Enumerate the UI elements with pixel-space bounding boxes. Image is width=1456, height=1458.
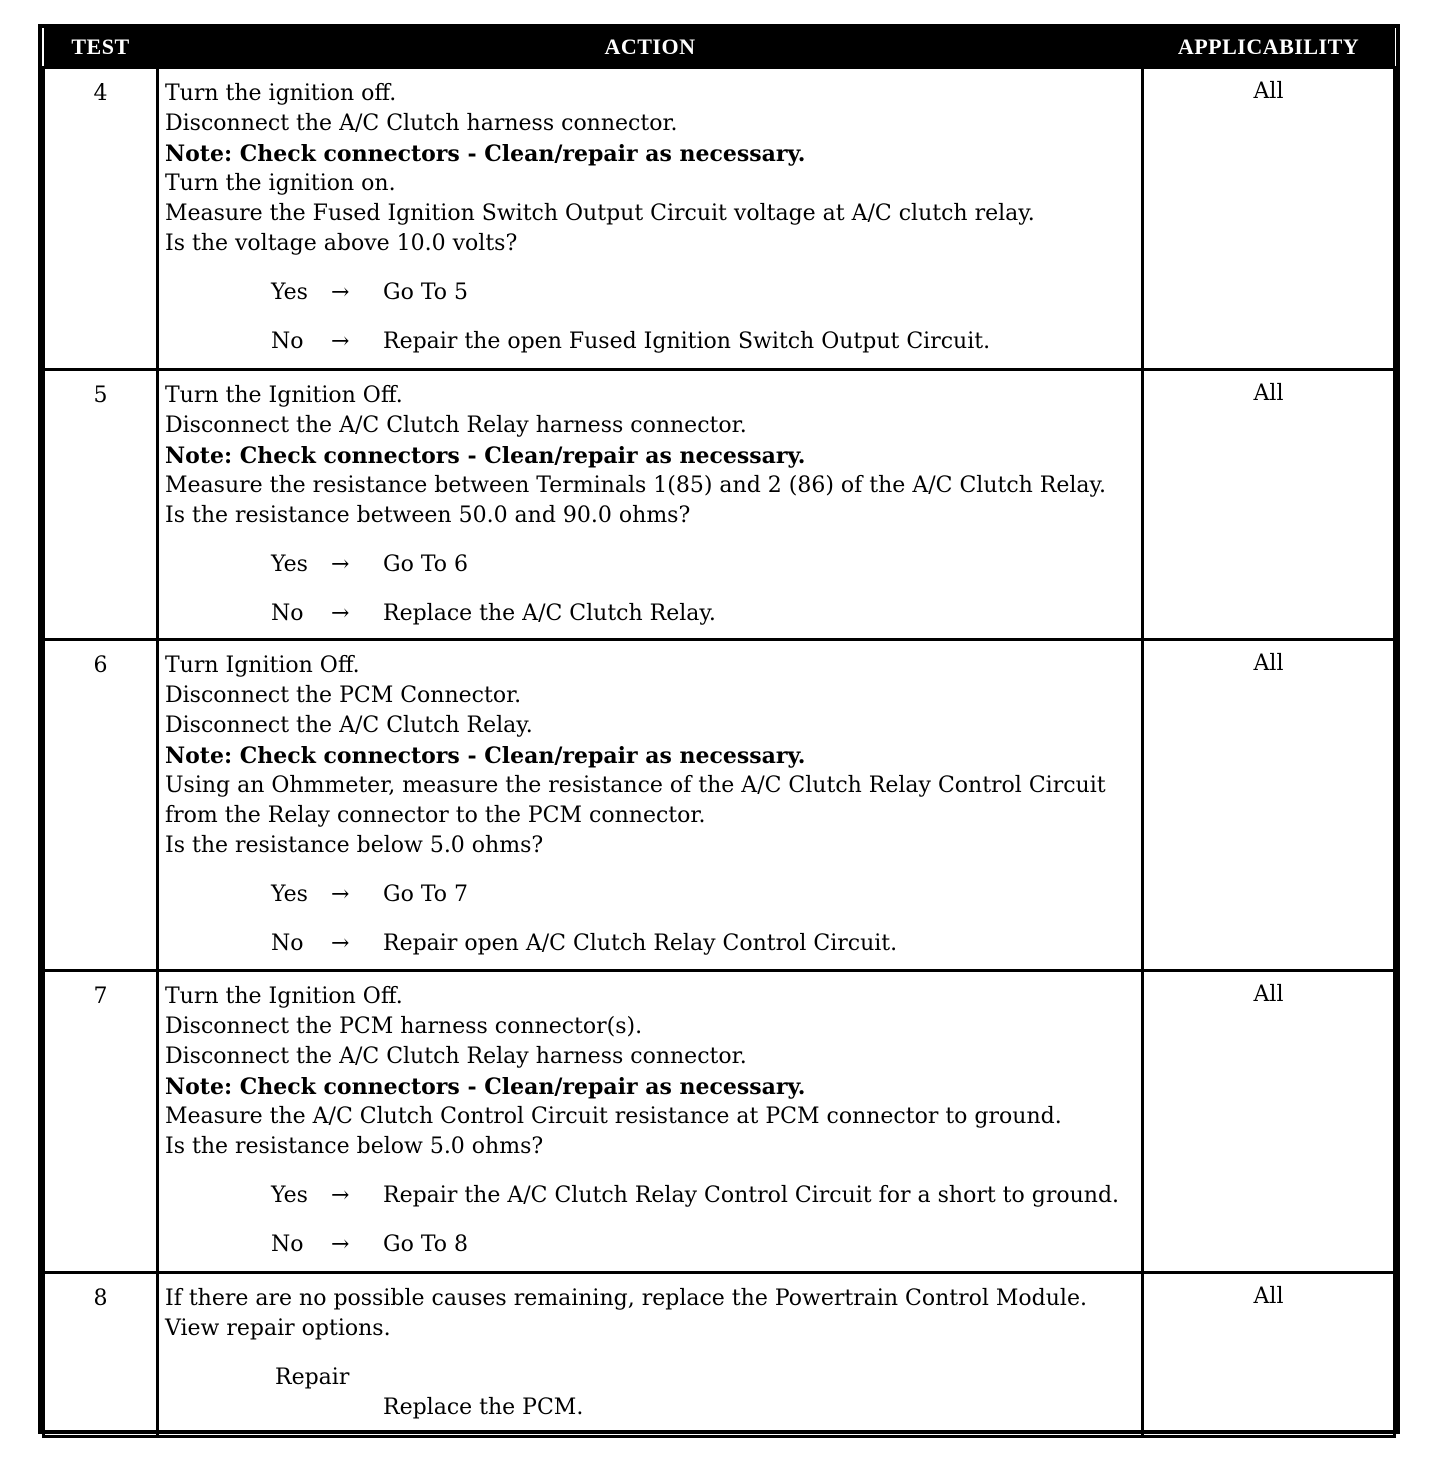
right-arrow-icon: → — [331, 329, 350, 354]
right-arrow-icon: → — [331, 1232, 350, 1257]
action-step: Disconnect the A/C Clutch harness connector. — [165, 111, 678, 136]
yes-action: Go To 6 — [383, 552, 469, 577]
action-cell — [158, 640, 1143, 971]
action-note: Note: Check connectors - Clean/repair as necessary. — [165, 141, 806, 167]
table-row — [44, 370, 1395, 640]
test-number: 7 — [44, 971, 158, 1273]
header-test: TEST — [44, 28, 158, 68]
applicability-value: All — [1143, 370, 1395, 640]
right-arrow-icon: → — [331, 601, 350, 626]
right-arrow-icon: → — [331, 882, 350, 907]
applicability-value: All — [1143, 1273, 1395, 1437]
action-question: Is the resistance below 5.0 ohms? — [165, 1134, 544, 1159]
action-step: Disconnect the A/C Clutch Relay. — [165, 713, 533, 738]
action-step: from the Relay connector to the PCM connector. — [165, 803, 706, 828]
header-applicability: APPLICABILITY — [1143, 28, 1395, 68]
table-row — [44, 68, 1395, 370]
no-label: No — [271, 1232, 304, 1257]
yes-label: Yes — [271, 1183, 308, 1208]
action-step: Measure the resistance between Terminals 1(85) and 2 (86) of the A/C Clutch Relay. — [165, 473, 1107, 498]
yes-response — [165, 1181, 1135, 1211]
action-question: Is the resistance below 5.0 ohms? — [165, 833, 544, 858]
no-response — [165, 929, 1135, 959]
right-arrow-icon: → — [331, 931, 350, 956]
table-row — [44, 1273, 1395, 1437]
action-note: Note: Check connectors - Clean/repair as necessary. — [165, 743, 806, 769]
action-step: Disconnect the A/C Clutch Relay harness connector. — [165, 1044, 747, 1069]
repair-label: Repair — [275, 1365, 350, 1390]
table-row — [44, 640, 1395, 971]
repair-text: Replace the PCM. — [383, 1395, 584, 1420]
action-cell — [158, 68, 1143, 370]
no-action: Go To 8 — [383, 1232, 469, 1257]
action-step: Turn the Ignition Off. — [165, 984, 403, 1009]
action-step: Turn the ignition off. — [165, 81, 397, 106]
table-row — [44, 971, 1395, 1273]
no-action: Replace the A/C Clutch Relay. — [383, 601, 716, 626]
action-note: Note: Check connectors - Clean/repair as necessary. — [165, 1074, 806, 1100]
action-step: Measure the A/C Clutch Control Circuit resistance at PCM connector to ground. — [165, 1104, 1062, 1129]
test-number: 6 — [44, 640, 158, 971]
action-step: Turn the ignition on. — [165, 171, 396, 196]
action-step: Measure the Fused Ignition Switch Output Circuit voltage at A/C clutch relay. — [165, 201, 1035, 226]
right-arrow-icon: → — [331, 280, 350, 305]
test-number: 8 — [44, 1273, 158, 1437]
yes-response — [165, 880, 1135, 910]
action-step: Turn the Ignition Off. — [165, 383, 403, 408]
applicability-value: All — [1143, 971, 1395, 1273]
no-response — [165, 599, 1135, 629]
yes-response — [165, 550, 1135, 580]
yes-label: Yes — [271, 280, 308, 305]
action-step: Disconnect the A/C Clutch Relay harness connector. — [165, 413, 747, 438]
header-action: ACTION — [158, 28, 1143, 68]
action-step: Using an Ohmmeter, measure the resistance of the A/C Clutch Relay Control Circuit — [165, 773, 1106, 798]
action-question: Is the resistance between 50.0 and 90.0 ohms? — [165, 503, 691, 528]
action-step: Disconnect the PCM harness connector(s). — [165, 1014, 643, 1039]
action-cell — [158, 1273, 1143, 1437]
yes-action: Go To 5 — [383, 280, 469, 305]
no-label: No — [271, 601, 304, 626]
diagnostic-table — [42, 28, 1396, 1438]
no-label: No — [271, 931, 304, 956]
test-number: 5 — [44, 370, 158, 640]
diagnostic-table-sheet — [38, 24, 1400, 1434]
action-step: View repair options. — [165, 1316, 391, 1341]
no-response — [165, 1230, 1135, 1260]
yes-action: Repair the A/C Clutch Relay Control Circuit for a short to ground. — [383, 1183, 1120, 1208]
applicability-value: All — [1143, 640, 1395, 971]
action-step: If there are no possible causes remaining, replace the Powertrain Control Module. — [165, 1286, 1087, 1311]
no-action: Repair open A/C Clutch Relay Control Circuit. — [383, 931, 898, 956]
yes-label: Yes — [271, 882, 308, 907]
yes-action: Go To 7 — [383, 882, 469, 907]
right-arrow-icon: → — [331, 1183, 350, 1208]
action-note: Note: Check connectors - Clean/repair as necessary. — [165, 443, 806, 469]
action-step: Turn Ignition Off. — [165, 653, 360, 678]
action-question: Is the voltage above 10.0 volts? — [165, 231, 518, 256]
no-response — [165, 327, 1135, 357]
yes-label: Yes — [271, 552, 308, 577]
action-step: Disconnect the PCM Connector. — [165, 683, 522, 708]
right-arrow-icon: → — [331, 552, 350, 577]
applicability-value: All — [1143, 68, 1395, 370]
yes-response — [165, 278, 1135, 308]
header-row — [44, 28, 1395, 68]
no-action: Repair the open Fused Ignition Switch Output Circuit. — [383, 329, 991, 354]
action-cell — [158, 370, 1143, 640]
no-label: No — [271, 329, 304, 354]
action-cell — [158, 971, 1143, 1273]
test-number: 4 — [44, 68, 158, 370]
